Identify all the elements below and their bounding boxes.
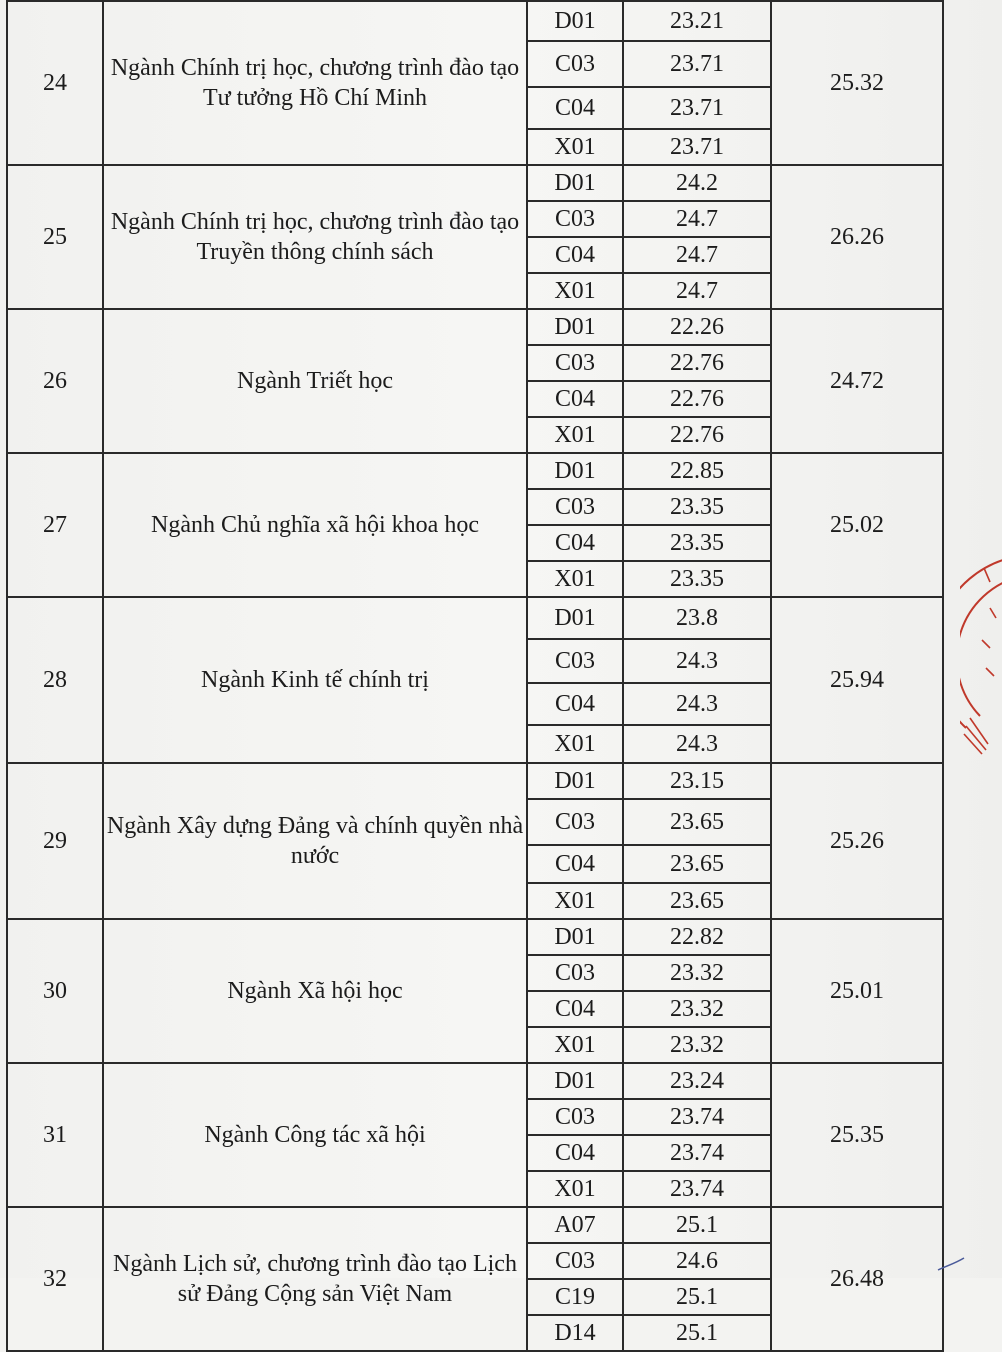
combination-code: C04 (527, 991, 623, 1027)
table-body (7, 1, 943, 1351)
benchmark-score: 25.35 (771, 1063, 943, 1207)
combination-code: C04 (527, 525, 623, 561)
combination-score: 23.32 (623, 955, 771, 991)
table-row (7, 309, 943, 345)
row-number: 24 (7, 1, 103, 165)
admission-scores-table (6, 0, 944, 1352)
combination-score: 23.35 (623, 561, 771, 597)
combination-score: 23.15 (623, 763, 771, 799)
benchmark-score: 25.26 (771, 763, 943, 919)
combination-code: X01 (527, 129, 623, 165)
table-row (7, 1063, 943, 1099)
pen-stroke-icon (936, 1254, 966, 1274)
row-number: 28 (7, 597, 103, 763)
major-name: Ngành Chính trị học, chương trình đào tạo Truyền thông chính sách (103, 165, 527, 309)
combination-score: 23.32 (623, 991, 771, 1027)
combination-code: C03 (527, 201, 623, 237)
combination-score: 25.1 (623, 1315, 771, 1351)
combination-code: C03 (527, 799, 623, 845)
row-number: 32 (7, 1207, 103, 1351)
combination-score: 25.1 (623, 1207, 771, 1243)
combination-code: C19 (527, 1279, 623, 1315)
combination-score: 22.76 (623, 345, 771, 381)
combination-code: D01 (527, 453, 623, 489)
row-number: 26 (7, 309, 103, 453)
combination-score: 24.3 (623, 725, 771, 763)
combination-code: X01 (527, 561, 623, 597)
combination-code: D14 (527, 1315, 623, 1351)
major-name: Ngành Triết học (103, 309, 527, 453)
combination-score: 24.7 (623, 201, 771, 237)
combination-score: 22.82 (623, 919, 771, 955)
combination-code: X01 (527, 725, 623, 763)
table-row (7, 453, 943, 489)
combination-code: X01 (527, 1171, 623, 1207)
combination-score: 22.76 (623, 381, 771, 417)
combination-score: 23.35 (623, 525, 771, 561)
combination-score: 23.65 (623, 845, 771, 883)
combination-code: D01 (527, 597, 623, 639)
combination-score: 22.76 (623, 417, 771, 453)
row-number: 27 (7, 453, 103, 597)
combination-score: 22.26 (623, 309, 771, 345)
table-row (7, 919, 943, 955)
major-name: Ngành Chính trị học, chương trình đào tạo Tư tưởng Hồ Chí Minh (103, 1, 527, 165)
combination-code: C04 (527, 237, 623, 273)
combination-score: 24.7 (623, 273, 771, 309)
major-name: Ngành Lịch sử, chương trình đào tạo Lịch sử Đảng Cộng sản Việt Nam (103, 1207, 527, 1351)
combination-score: 23.71 (623, 87, 771, 129)
combination-score: 23.74 (623, 1099, 771, 1135)
combination-code: C03 (527, 1243, 623, 1279)
combination-code: C04 (527, 683, 623, 725)
table-row (7, 1207, 943, 1243)
combination-score: 23.24 (623, 1063, 771, 1099)
row-number: 31 (7, 1063, 103, 1207)
major-name: Ngành Công tác xã hội (103, 1063, 527, 1207)
benchmark-score: 26.26 (771, 165, 943, 309)
combination-score: 23.65 (623, 799, 771, 845)
combination-score: 23.35 (623, 489, 771, 525)
benchmark-score: 25.02 (771, 453, 943, 597)
combination-code: C03 (527, 639, 623, 683)
combination-code: C03 (527, 41, 623, 87)
combination-code: C04 (527, 1135, 623, 1171)
combination-score: 24.3 (623, 683, 771, 725)
combination-code: D01 (527, 919, 623, 955)
combination-score: 23.74 (623, 1135, 771, 1171)
combination-code: C04 (527, 845, 623, 883)
combination-code: D01 (527, 1063, 623, 1099)
combination-code: C04 (527, 87, 623, 129)
combination-score: 23.21 (623, 1, 771, 41)
combination-code: X01 (527, 1027, 623, 1063)
combination-score: 23.65 (623, 883, 771, 919)
combination-score: 24.3 (623, 639, 771, 683)
combination-code: C03 (527, 489, 623, 525)
combination-code: D01 (527, 165, 623, 201)
combination-code: D01 (527, 309, 623, 345)
table-row (7, 597, 943, 639)
combination-score: 24.6 (623, 1243, 771, 1279)
benchmark-score: 24.72 (771, 309, 943, 453)
major-name: Ngành Chủ nghĩa xã hội khoa học (103, 453, 527, 597)
combination-code: X01 (527, 273, 623, 309)
combination-score: 22.85 (623, 453, 771, 489)
table-row (7, 763, 943, 799)
table-row (7, 165, 943, 201)
combination-score: 25.1 (623, 1279, 771, 1315)
combination-code: C03 (527, 1099, 623, 1135)
table-row (7, 1, 943, 41)
combination-score: 23.32 (623, 1027, 771, 1063)
benchmark-score: 25.32 (771, 1, 943, 165)
major-name: Ngành Xã hội học (103, 919, 527, 1063)
combination-code: D01 (527, 1, 623, 41)
combination-score: 23.74 (623, 1171, 771, 1207)
combination-score: 24.7 (623, 237, 771, 273)
benchmark-score: 25.01 (771, 919, 943, 1063)
major-name: Ngành Xây dựng Đảng và chính quyền nhà nước (103, 763, 527, 919)
row-number: 25 (7, 165, 103, 309)
combination-code: C03 (527, 345, 623, 381)
combination-score: 23.71 (623, 41, 771, 87)
row-number: 29 (7, 763, 103, 919)
major-name: Ngành Kinh tế chính trị (103, 597, 527, 763)
combination-score: 24.2 (623, 165, 771, 201)
combination-code: X01 (527, 417, 623, 453)
combination-score: 23.8 (623, 597, 771, 639)
benchmark-score: 25.94 (771, 597, 943, 763)
benchmark-score: 26.48 (771, 1207, 943, 1351)
combination-code: A07 (527, 1207, 623, 1243)
combination-code: D01 (527, 763, 623, 799)
combination-code: C03 (527, 955, 623, 991)
row-number: 30 (7, 919, 103, 1063)
combination-score: 23.71 (623, 129, 771, 165)
red-stamp-seal-icon (960, 548, 1002, 758)
combination-code: X01 (527, 883, 623, 919)
combination-code: C04 (527, 381, 623, 417)
